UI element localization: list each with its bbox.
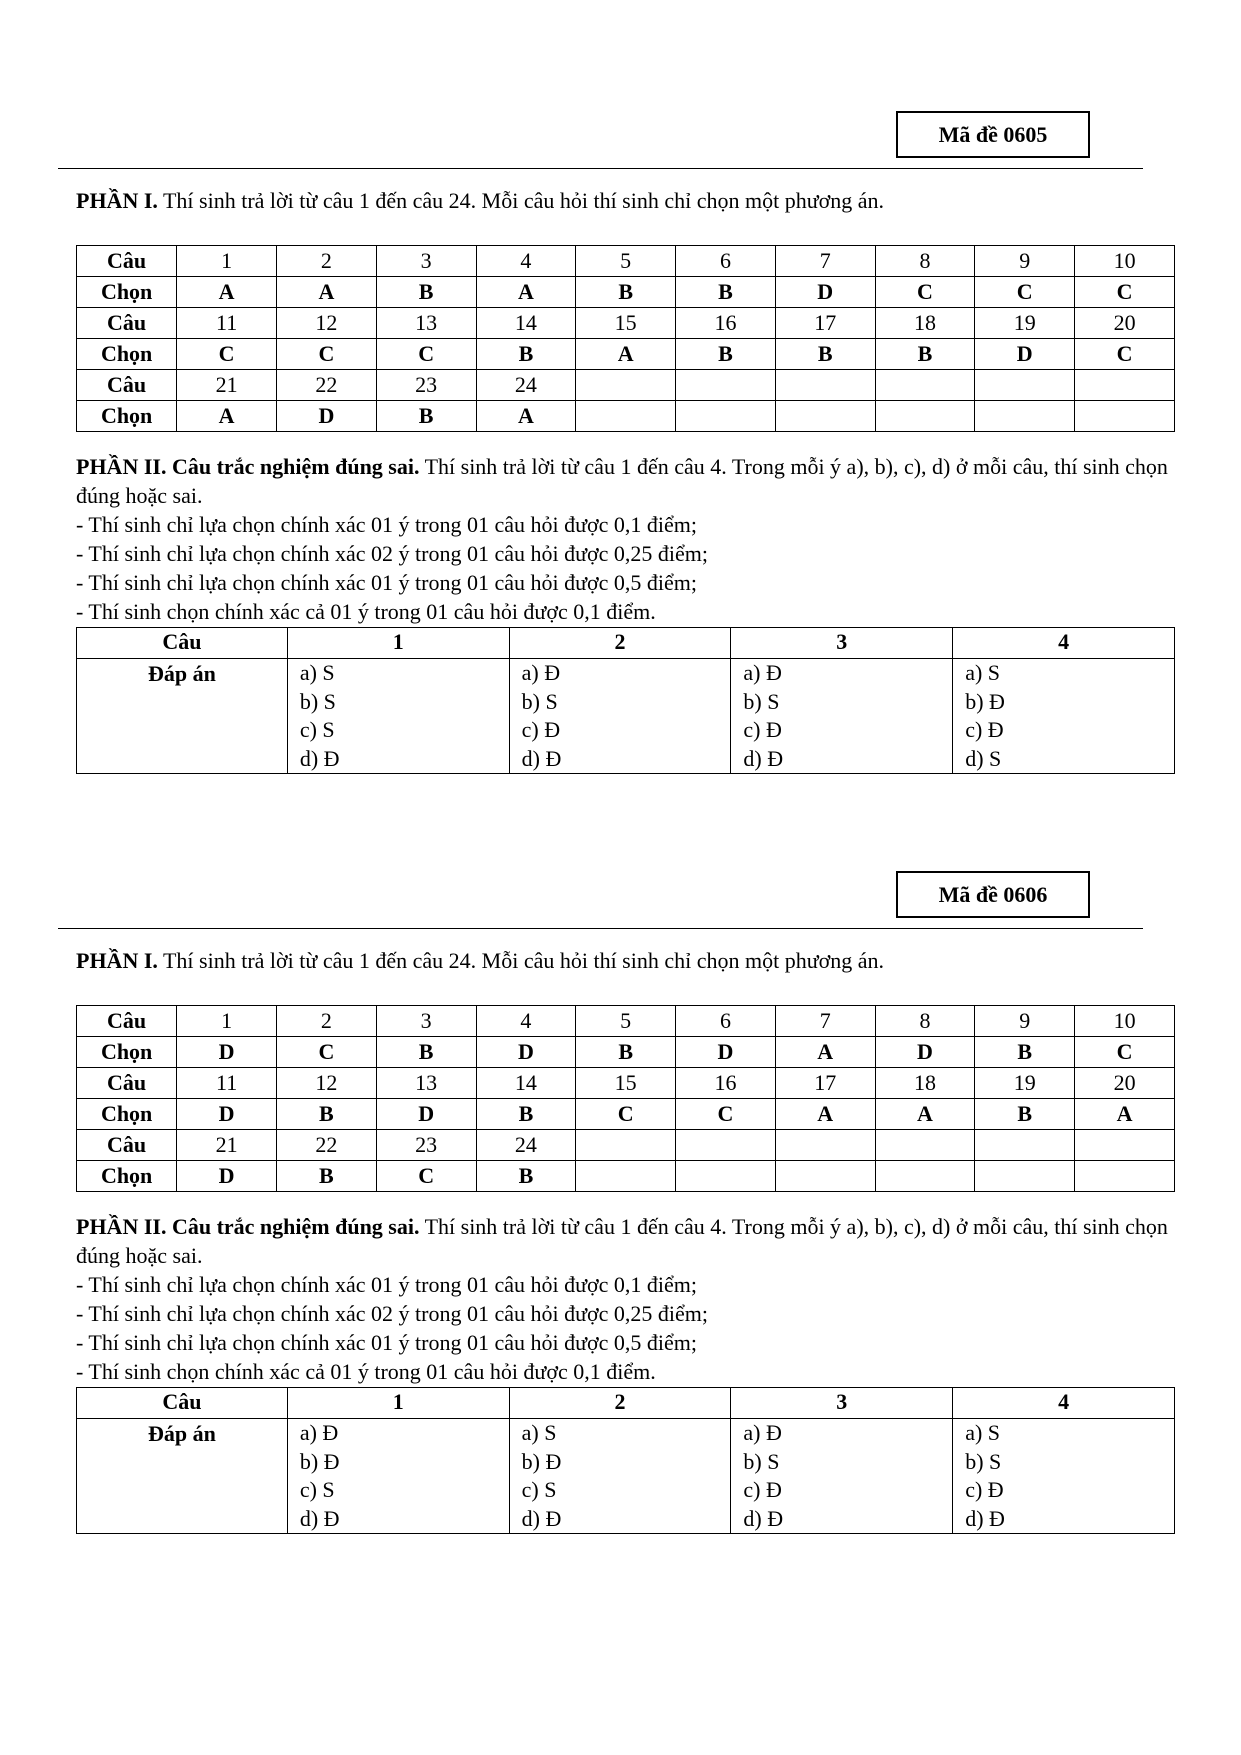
answer-cell: A	[476, 401, 576, 432]
answer-cell	[975, 1161, 1075, 1192]
part2-answer-cell	[731, 1419, 953, 1534]
question-number-cell: 3	[376, 1006, 476, 1037]
answer-row	[77, 1161, 1175, 1192]
part2-header-label: Câu	[77, 1388, 288, 1419]
true-false-option: d) Đ	[521, 1505, 562, 1531]
question-number-cell: 19	[975, 308, 1075, 339]
question-number-cell	[1075, 1130, 1175, 1161]
answer-cell: D	[177, 1161, 277, 1192]
question-row	[77, 1130, 1175, 1161]
question-number-cell: 22	[277, 370, 377, 401]
question-number-cell: 11	[177, 1068, 277, 1099]
answer-cell: B	[476, 1099, 576, 1130]
answer-cell: B	[476, 339, 576, 370]
true-false-option: a) Đ	[743, 660, 782, 685]
true-false-option: a) Đ	[521, 660, 561, 685]
answer-cell: B	[376, 277, 476, 308]
question-number-cell: 5	[576, 1006, 676, 1037]
question-row	[77, 308, 1175, 339]
part2-answer-label: Đáp án	[77, 1419, 288, 1534]
part1-title: PHẦN I.	[76, 188, 158, 213]
question-number-cell: 24	[476, 1130, 576, 1161]
true-false-option: d) S	[965, 745, 1002, 771]
answer-cell: C	[1075, 277, 1175, 308]
part2-header-row	[77, 628, 1175, 659]
answer-cell: C	[1075, 339, 1175, 370]
answer-cell: B	[277, 1161, 377, 1192]
part2-answer-cell	[509, 1419, 731, 1534]
true-false-option: a) Đ	[299, 1420, 339, 1445]
part1-instructions: Thí sinh trả lời từ câu 1 đến câu 24. Mỗi câu hỏi thí sinh chỉ chọn một phương án.	[157, 188, 885, 213]
question-number-cell: 4	[476, 1006, 576, 1037]
question-number-cell: 8	[875, 1006, 975, 1037]
true-false-option: b) S	[965, 1448, 1002, 1474]
answer-row	[77, 1037, 1175, 1068]
answer-cell: A	[177, 277, 277, 308]
question-number-cell: 14	[476, 1068, 576, 1099]
answer-cell: B	[676, 277, 776, 308]
true-false-option: b) S	[743, 1448, 780, 1474]
part2-instructions	[76, 1212, 1176, 1386]
answer-row	[77, 1099, 1175, 1130]
answer-cell: C	[277, 1037, 377, 1068]
true-false-option: a) Đ	[743, 1420, 782, 1445]
answer-cell: C	[676, 1099, 776, 1130]
question-number-cell: 7	[775, 1006, 875, 1037]
question-number-cell: 12	[277, 308, 377, 339]
answer-cell: C	[1075, 1037, 1175, 1068]
question-number-cell: 20	[1075, 1068, 1175, 1099]
part2-question-number: 3	[731, 628, 953, 659]
answer-cell	[875, 401, 975, 432]
answer-cell: C	[376, 1161, 476, 1192]
row-label-choice: Chọn	[77, 401, 177, 432]
part1-answer-table	[76, 1005, 1175, 1192]
answer-cell	[1075, 401, 1175, 432]
answer-cell	[676, 401, 776, 432]
part1-instructions: Thí sinh trả lời từ câu 1 đến câu 24. Mỗi câu hỏi thí sinh chỉ chọn một phương án.	[157, 948, 885, 973]
part2-header-label: Câu	[77, 628, 288, 659]
row-label-choice: Chọn	[77, 339, 177, 370]
question-number-cell: 13	[376, 1068, 476, 1099]
row-label-choice: Chọn	[77, 1037, 177, 1068]
question-number-cell: 4	[476, 246, 576, 277]
part2-answer-table	[76, 1387, 1175, 1534]
part2-answer-cell	[731, 659, 953, 774]
question-number-cell: 6	[676, 1006, 776, 1037]
true-false-option: c) S	[521, 1477, 557, 1502]
scoring-rule: - Thí sinh chỉ lựa chọn chính xác 01 ý trong 01 câu hỏi được 0,5 điểm;	[76, 1330, 698, 1355]
answer-row	[77, 339, 1175, 370]
answer-cell: D	[676, 1037, 776, 1068]
question-number-cell: 12	[277, 1068, 377, 1099]
scoring-rule: - Thí sinh chỉ lựa chọn chính xác 02 ý trong 01 câu hỏi được 0,25 điểm;	[76, 1301, 709, 1326]
true-false-option: c) S	[299, 717, 335, 742]
part2-heading	[76, 452, 1176, 510]
divider-line	[58, 168, 1143, 169]
part2-instructions	[76, 452, 1176, 626]
question-number-cell: 24	[476, 370, 576, 401]
part2-answer-table	[76, 627, 1175, 774]
answer-cell: C	[177, 339, 277, 370]
true-false-option: d) Đ	[743, 745, 784, 771]
divider-line	[58, 928, 1143, 929]
answer-cell: B	[376, 1037, 476, 1068]
question-number-cell	[576, 370, 676, 401]
true-false-option: a) S	[965, 1420, 1001, 1445]
question-number-cell: 21	[177, 1130, 277, 1161]
exam-code-box: Mã đề 0606	[896, 871, 1090, 918]
part2-answer-label: Đáp án	[77, 659, 288, 774]
true-false-option: c) S	[299, 1477, 335, 1502]
true-false-option: d) Đ	[743, 1505, 784, 1531]
question-number-cell: 5	[576, 246, 676, 277]
question-number-cell: 16	[676, 308, 776, 339]
question-number-cell: 18	[875, 1068, 975, 1099]
answer-cell: A	[775, 1099, 875, 1130]
answer-cell: D	[177, 1099, 277, 1130]
part2-heading-text: Thí sinh trả lời từ câu 1 đến câu 4. Trong mỗi ý a), b), c), d) ở mỗi câu, thí sinh chọn đúng hoặc sai.	[76, 1214, 1168, 1268]
true-false-option: c) Đ	[521, 717, 561, 742]
answer-row	[77, 401, 1175, 432]
question-number-cell: 23	[376, 370, 476, 401]
answer-cell: A	[775, 1037, 875, 1068]
row-label-question: Câu	[77, 246, 177, 277]
question-number-cell: 2	[277, 1006, 377, 1037]
row-label-choice: Chọn	[77, 1099, 177, 1130]
answer-cell	[875, 1161, 975, 1192]
question-number-cell: 21	[177, 370, 277, 401]
true-false-option: a) S	[299, 660, 335, 685]
question-number-cell: 17	[775, 1068, 875, 1099]
answer-cell	[676, 1161, 776, 1192]
answer-cell: B	[376, 401, 476, 432]
true-false-option: b) Đ	[965, 688, 1005, 714]
row-label-choice: Chọn	[77, 277, 177, 308]
answer-cell: C	[975, 277, 1075, 308]
question-number-cell	[676, 1130, 776, 1161]
scoring-rule: - Thí sinh chỉ lựa chọn chính xác 01 ý trong 01 câu hỏi được 0,1 điểm;	[76, 512, 698, 537]
true-false-option: b) S	[743, 688, 780, 714]
answer-cell: B	[476, 1161, 576, 1192]
part2-answer-row	[77, 659, 1175, 774]
part2-answer-cell	[953, 659, 1175, 774]
part2-title: PHẦN II. Câu trắc nghiệm đúng sai.	[76, 454, 420, 479]
true-false-option: c) Đ	[743, 717, 782, 742]
row-label-choice: Chọn	[77, 1161, 177, 1192]
answer-cell: D	[975, 339, 1075, 370]
scoring-rule: - Thí sinh chỉ lựa chọn chính xác 02 ý trong 01 câu hỏi được 0,25 điểm;	[76, 541, 709, 566]
question-number-cell: 1	[177, 246, 277, 277]
question-number-cell	[775, 370, 875, 401]
part2-answer-row	[77, 1419, 1175, 1534]
answer-cell: A	[875, 1099, 975, 1130]
true-false-option: a) S	[521, 1420, 557, 1445]
row-label-question: Câu	[77, 370, 177, 401]
question-number-cell: 7	[775, 246, 875, 277]
answer-cell: D	[177, 1037, 277, 1068]
question-number-cell: 19	[975, 1068, 1075, 1099]
true-false-option: c) Đ	[965, 1477, 1004, 1502]
answer-cell	[775, 1161, 875, 1192]
question-number-cell: 10	[1075, 246, 1175, 277]
scoring-rule: - Thí sinh chỉ lựa chọn chính xác 01 ý trong 01 câu hỏi được 0,5 điểm;	[76, 570, 698, 595]
answer-cell: A	[177, 401, 277, 432]
question-row	[77, 246, 1175, 277]
part2-question-number: 1	[287, 1388, 509, 1419]
question-row	[77, 1068, 1175, 1099]
answer-cell: D	[376, 1099, 476, 1130]
question-number-cell: 22	[277, 1130, 377, 1161]
true-false-option: c) Đ	[965, 717, 1004, 742]
answer-cell	[576, 1161, 676, 1192]
part2-heading-text: Thí sinh trả lời từ câu 1 đến câu 4. Trong mỗi ý a), b), c), d) ở mỗi câu, thí sinh chọn đúng hoặc sai.	[76, 454, 1168, 508]
true-false-option: b) Đ	[299, 1448, 340, 1474]
part2-answer-cell	[287, 1419, 509, 1534]
question-number-cell: 13	[376, 308, 476, 339]
true-false-option: d) Đ	[521, 745, 562, 771]
answer-cell: D	[476, 1037, 576, 1068]
question-number-cell: 20	[1075, 308, 1175, 339]
question-number-cell: 18	[875, 308, 975, 339]
question-number-cell: 15	[576, 1068, 676, 1099]
answer-cell	[975, 401, 1075, 432]
question-number-cell: 17	[775, 308, 875, 339]
true-false-option: b) Đ	[521, 1448, 562, 1474]
answer-cell: B	[676, 339, 776, 370]
answer-cell: A	[476, 277, 576, 308]
answer-cell: B	[576, 277, 676, 308]
part2-question-number: 3	[731, 1388, 953, 1419]
part1-title: PHẦN I.	[76, 948, 158, 973]
part1-heading	[76, 188, 884, 214]
row-label-question: Câu	[77, 308, 177, 339]
part2-question-number: 4	[953, 628, 1175, 659]
answer-cell: D	[277, 401, 377, 432]
true-false-option: c) Đ	[743, 1477, 782, 1502]
part2-heading	[76, 1212, 1176, 1270]
answer-cell: C	[277, 339, 377, 370]
true-false-option: a) S	[965, 660, 1001, 685]
scoring-rule: - Thí sinh chỉ lựa chọn chính xác 01 ý trong 01 câu hỏi được 0,1 điểm;	[76, 1272, 698, 1297]
answer-cell: C	[576, 1099, 676, 1130]
answer-row	[77, 277, 1175, 308]
answer-cell	[775, 401, 875, 432]
answer-cell: D	[875, 1037, 975, 1068]
scoring-rule: - Thí sinh chọn chính xác cả 01 ý trong 01 câu hỏi được 0,1 điểm.	[76, 1359, 656, 1384]
true-false-option: d) Đ	[965, 1505, 1005, 1531]
part2-question-number: 1	[287, 628, 509, 659]
question-number-cell: 9	[975, 246, 1075, 277]
question-row	[77, 370, 1175, 401]
question-number-cell: 9	[975, 1006, 1075, 1037]
part1-heading	[76, 948, 884, 974]
part2-question-number: 2	[509, 1388, 731, 1419]
exam-code-box: Mã đề 0605	[896, 111, 1090, 158]
question-number-cell: 2	[277, 246, 377, 277]
answer-cell	[1075, 1161, 1175, 1192]
question-number-cell	[676, 370, 776, 401]
part2-answer-cell	[953, 1419, 1175, 1534]
part2-question-number: 4	[953, 1388, 1175, 1419]
question-number-cell	[576, 1130, 676, 1161]
question-number-cell: 8	[875, 246, 975, 277]
question-number-cell: 11	[177, 308, 277, 339]
answer-cell: B	[875, 339, 975, 370]
row-label-question: Câu	[77, 1006, 177, 1037]
part1-answer-table	[76, 245, 1175, 432]
answer-cell: B	[277, 1099, 377, 1130]
answer-cell	[576, 401, 676, 432]
scoring-rule: - Thí sinh chọn chính xác cả 01 ý trong 01 câu hỏi được 0,1 điểm.	[76, 599, 656, 624]
true-false-option: d) Đ	[299, 745, 340, 771]
true-false-option: b) S	[299, 688, 336, 714]
answer-cell: A	[576, 339, 676, 370]
question-number-cell: 6	[676, 246, 776, 277]
question-number-cell	[875, 370, 975, 401]
part2-title: PHẦN II. Câu trắc nghiệm đúng sai.	[76, 1214, 420, 1239]
answer-cell: B	[775, 339, 875, 370]
answer-cell: B	[975, 1037, 1075, 1068]
question-number-cell: 15	[576, 308, 676, 339]
question-number-cell: 14	[476, 308, 576, 339]
answer-cell: C	[875, 277, 975, 308]
question-number-cell	[875, 1130, 975, 1161]
part2-answer-cell	[509, 659, 731, 774]
question-number-cell	[975, 1130, 1075, 1161]
part2-question-number: 2	[509, 628, 731, 659]
true-false-option: d) Đ	[299, 1505, 340, 1531]
answer-cell: C	[376, 339, 476, 370]
question-number-cell	[1075, 370, 1175, 401]
question-number-cell	[975, 370, 1075, 401]
row-label-question: Câu	[77, 1068, 177, 1099]
question-number-cell: 1	[177, 1006, 277, 1037]
answer-cell: A	[1075, 1099, 1175, 1130]
answer-cell: D	[775, 277, 875, 308]
true-false-option: b) S	[521, 688, 558, 714]
question-number-cell: 23	[376, 1130, 476, 1161]
answer-cell: A	[277, 277, 377, 308]
answer-cell: B	[975, 1099, 1075, 1130]
row-label-question: Câu	[77, 1130, 177, 1161]
question-number-cell: 10	[1075, 1006, 1175, 1037]
question-number-cell	[775, 1130, 875, 1161]
answer-cell: B	[576, 1037, 676, 1068]
part2-answer-cell	[287, 659, 509, 774]
part2-header-row	[77, 1388, 1175, 1419]
question-number-cell: 16	[676, 1068, 776, 1099]
question-number-cell: 3	[376, 246, 476, 277]
question-row	[77, 1006, 1175, 1037]
